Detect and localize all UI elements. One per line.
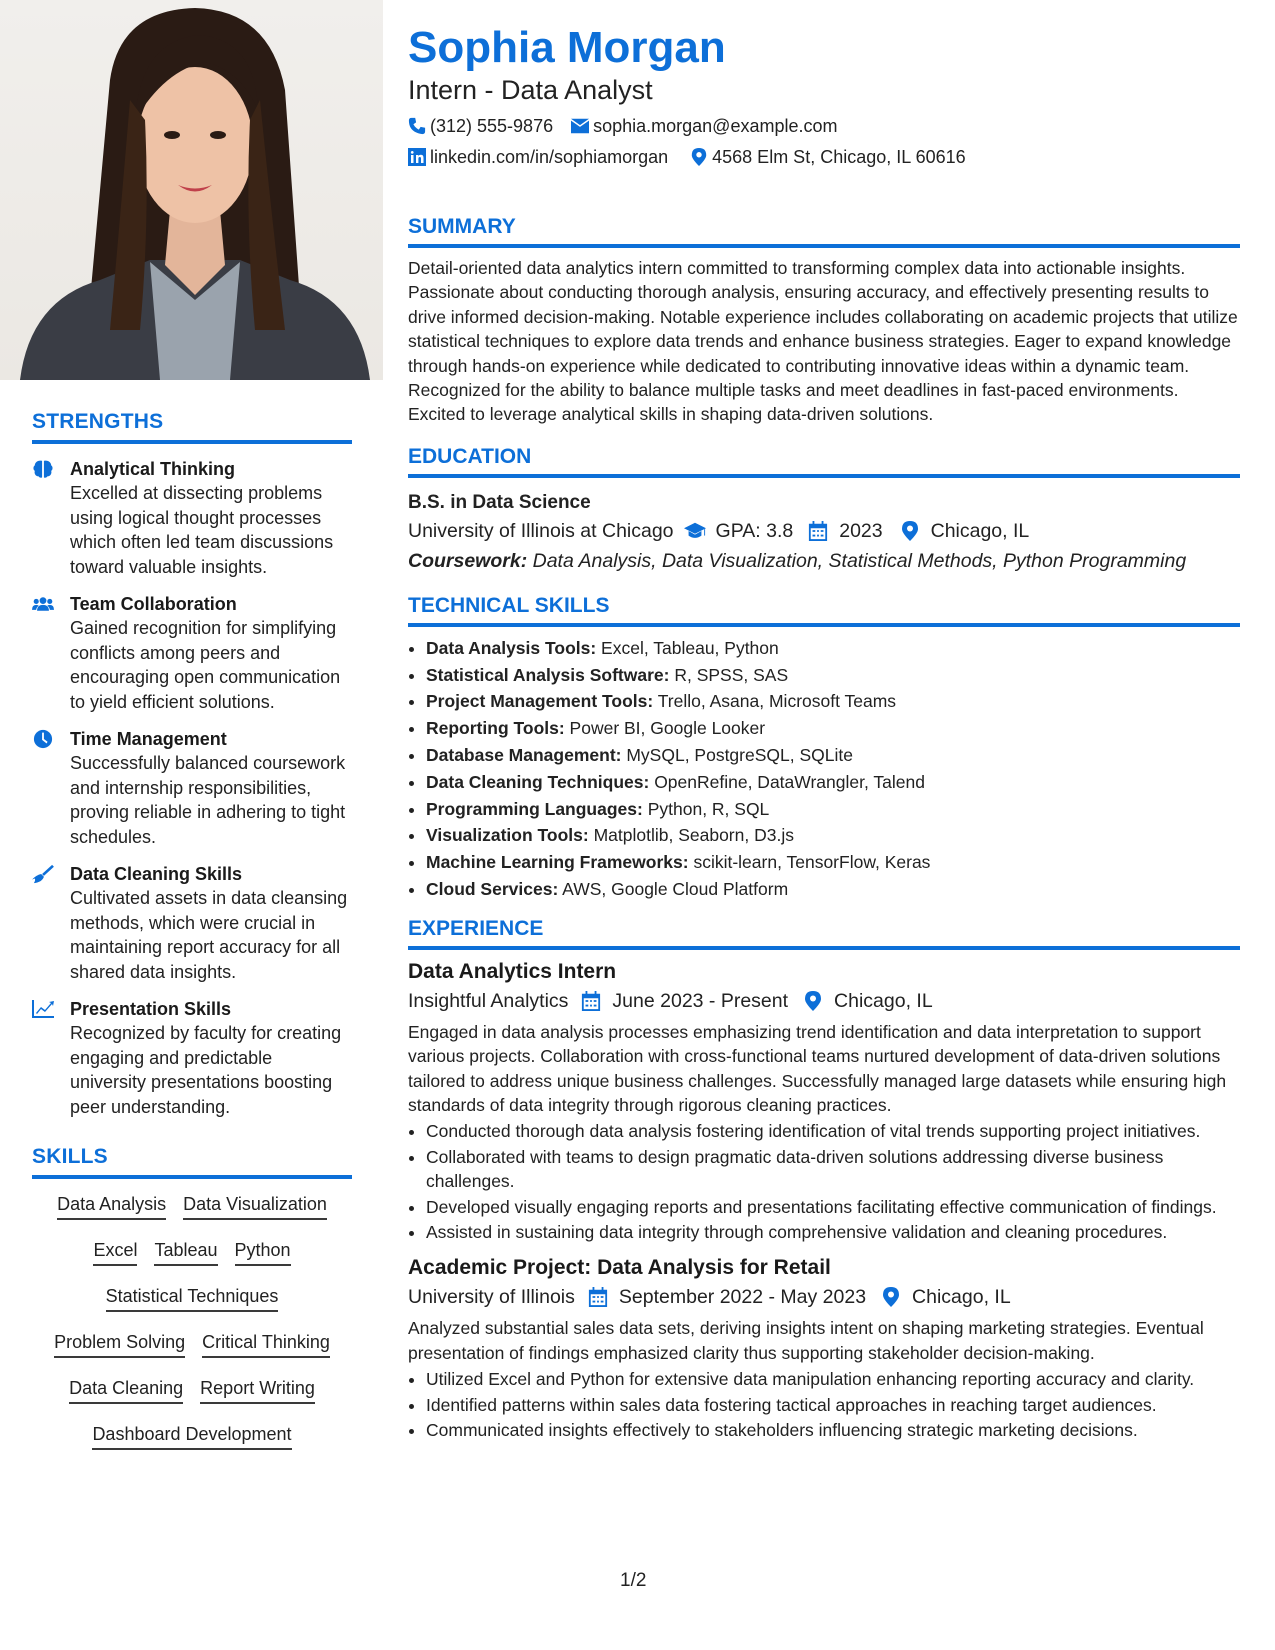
education-meta (408, 516, 1240, 546)
strength-desc: Gained recognition for simplifying conflicts among peers and encouraging open communication to yield efficient solutions. (70, 618, 341, 712)
strengths-heading: STRENGTHS (32, 410, 352, 444)
strength-title: Data Cleaning Skills (70, 864, 243, 884)
strength-item (32, 997, 352, 1119)
experience-heading: EXPERIENCE (408, 917, 1240, 950)
list-item: • Utilized Excel and Python for extensive data manipulation enhancing reporting accuracy and clarity. (426, 1367, 1240, 1391)
skill-tag: Python (235, 1239, 291, 1266)
skill-label: Cloud Services: (426, 879, 559, 900)
skill-label: Visualization Tools: (426, 825, 589, 846)
strength-desc: Cultivated assets in data cleansing methods, which were crucial in maintaining report accuracy for all shared data insights. (70, 888, 348, 982)
coursework (408, 546, 1240, 576)
list-item (426, 769, 1240, 796)
summary-text: Detail-oriented data analytics intern committed to transforming complex data into actionable insights. Passionate about conducting thorough analysis, ensuring accuracy, and effectively presenting results to drive informed decision-making. Notable experience includes collaborating on academic projects that utilize statistical techniques to explore data trends and enhance business strategies. Eager to expand knowledge through hands-on experience while dedicated to contributing innovative ideas within a dynamic team. Recognized for the ability to balance multiple tasks and meet deadlines in fast-paced environments. Excited to leverage analytical skills in shaping data-driven solutions. (408, 258, 1238, 425)
graduation-year: 2023 (839, 519, 883, 542)
school-name: University of Illinois at Chicago (408, 519, 674, 542)
left-column (0, 0, 383, 1650)
skill-label: Project Management Tools: (426, 691, 654, 712)
users-icon (32, 594, 54, 614)
calendar-icon (580, 991, 602, 1011)
experience-section (408, 917, 1240, 1443)
graduation-cap-icon (684, 521, 706, 541)
map-pin-icon (899, 521, 921, 541)
skill-tag: Tableau (154, 1239, 217, 1266)
skill-tag: Critical Thinking (202, 1331, 330, 1358)
linkedin-contact[interactable] (408, 145, 668, 169)
strength-item (32, 457, 352, 579)
job-dates: June 2023 - Present (612, 989, 789, 1012)
education-location: Chicago, IL (930, 519, 1030, 542)
chart-line-icon (32, 999, 54, 1019)
job-summary: Engaged in data analysis processes emphasizing trend identification and data interpretation to support various projects. Collaboration with cross-functional teams nurtured development of data-driven solutions tailored to address unique business challenges. Successfully managed large datasets while ensuring high standards of data integrity through rigorous cleaning practices. (408, 1021, 1227, 1116)
degree: B.S. in Data Science (408, 491, 591, 513)
strength-title: Time Management (70, 729, 227, 749)
profile-photo (0, 0, 383, 380)
coursework-list: Data Analysis, Data Visualization, Statistical Methods, Python Programming (527, 549, 1187, 572)
list-item (426, 688, 1240, 715)
summary-section (408, 215, 1240, 427)
summary-heading: SUMMARY (408, 215, 1240, 248)
list-item (426, 662, 1240, 689)
skill-value: R, SPSS, SAS (669, 664, 789, 685)
strength-desc: Excelled at dissecting problems using logical thought processes which often led team discussions toward valuable insights. (70, 483, 334, 577)
job-meta (408, 986, 1240, 1016)
list-item: • Conducted thorough data analysis fostering identification of vital trends supporting project initiatives. (426, 1119, 1240, 1143)
job-location: Chicago, IL (912, 1286, 1011, 1309)
job-title: Data Analytics Intern (408, 959, 617, 983)
skill-value: Python, R, SQL (642, 798, 770, 819)
right-column (408, 22, 1240, 1444)
technical-skills-section (408, 594, 1240, 903)
skill-tag: Problem Solving (54, 1331, 185, 1358)
map-pin-icon (880, 1287, 902, 1307)
list-item (426, 796, 1240, 823)
job-location: Chicago, IL (834, 989, 933, 1012)
company-name: University of Illinois (408, 1286, 575, 1309)
job-summary: Analyzed substantial sales data sets, deriving insights intent on shaping marketing strategies. Eventual presentation of findings emphasized clarity thus supporting stakeholder decision-making. (408, 1318, 1204, 1363)
list-item: • Assisted in sustaining data integrity through comprehensive validation and cleaning procedures. (426, 1220, 1240, 1244)
education-section (408, 445, 1240, 576)
skill-label: Database Management: (426, 745, 622, 766)
list-item: • Collaborated with teams to design pragmatic data-driven solutions addressing diverse business challenges. (426, 1145, 1240, 1194)
job-title: Academic Project: Data Analysis for Retail (408, 1256, 831, 1280)
brain-icon (32, 459, 54, 479)
list-item (426, 635, 1240, 662)
strength-item (32, 727, 352, 849)
skill-value: AWS, Google Cloud Platform (558, 879, 789, 900)
candidate-name: Sophia Morgan (408, 23, 726, 72)
job-entry (408, 1254, 1240, 1442)
address-text: 4568 Elm St, Chicago, IL 60616 (712, 147, 966, 167)
list-item (426, 822, 1240, 849)
skill-label: Machine Learning Frameworks: (426, 852, 689, 873)
phone-contact[interactable] (408, 114, 553, 138)
candidate-role: Intern - Data Analyst (408, 75, 653, 105)
skills-heading: SKILLS (32, 1145, 352, 1179)
skill-value: MySQL, PostgreSQL, SQLite (621, 745, 853, 766)
strength-title: Analytical Thinking (70, 459, 236, 479)
portrait-illustration (0, 0, 383, 380)
job-entry (408, 958, 1240, 1245)
skill-value: Matplotlib, Seaborn, D3.js (588, 825, 794, 846)
job-meta (408, 1282, 1240, 1312)
calendar-icon (807, 521, 829, 541)
skill-tag: Excel (93, 1239, 137, 1266)
list-item: • Identified patterns within sales data fostering tactical approaches in reaching target audiences. (426, 1393, 1240, 1417)
strength-item (32, 592, 352, 714)
list-item: • Communicated insights effectively to stakeholders influencing strategic marketing decisions. (426, 1418, 1240, 1442)
skill-tag: Dashboard Development (92, 1423, 291, 1450)
linkedin-icon (408, 148, 426, 166)
calendar-icon (587, 1287, 609, 1307)
contact-row (408, 114, 1240, 138)
address-contact (690, 145, 966, 169)
strength-title: Team Collaboration (70, 594, 237, 614)
education-heading: EDUCATION (408, 445, 1240, 478)
page-number: 1/2 (620, 1570, 647, 1591)
job-dates: September 2022 - May 2023 (618, 1286, 867, 1309)
list-item (426, 849, 1240, 876)
strength-item (32, 862, 352, 984)
skill-label: Statistical Analysis Software: (426, 664, 670, 685)
list-item (426, 715, 1240, 742)
skills-list (32, 1193, 352, 1450)
skill-label: Reporting Tools: (426, 718, 565, 739)
company-name: Insightful Analytics (408, 989, 569, 1012)
technical-skills-list (408, 635, 1240, 903)
list-item (426, 876, 1240, 903)
strength-desc: Recognized by faculty for creating engaging and predictable university presentations boosting peer understanding. (70, 1023, 342, 1117)
email-contact[interactable] (571, 114, 837, 138)
gpa: GPA: 3.8 (715, 519, 794, 542)
skill-tag: Statistical Techniques (106, 1285, 279, 1312)
job-bullets (408, 1119, 1240, 1244)
envelope-icon (571, 117, 589, 135)
skill-label: Data Analysis Tools: (426, 637, 597, 658)
map-pin-icon (802, 991, 824, 1011)
coursework-label: Coursework: (408, 549, 528, 572)
strength-desc: Successfully balanced coursework and internship responsibilities, proving reliable in adhering to tight schedules. (70, 753, 346, 847)
phone-icon (408, 117, 426, 135)
job-bullets (408, 1367, 1240, 1442)
skill-label: Data Cleaning Techniques: (426, 771, 650, 792)
skill-tag: Report Writing (200, 1377, 315, 1404)
technical-skills-heading: TECHNICAL SKILLS (408, 594, 1240, 627)
phone-text: (312) 555-9876 (430, 116, 554, 136)
skill-value: OpenRefine, DataWrangler, Talend (649, 771, 925, 792)
strength-title: Presentation Skills (70, 999, 232, 1019)
clock-icon (32, 729, 54, 749)
skill-tag: Data Visualization (183, 1193, 327, 1220)
skill-tag: Data Analysis (57, 1193, 166, 1220)
skill-value: Trello, Asana, Microsoft Teams (653, 691, 897, 712)
skill-value: Excel, Tableau, Python (596, 637, 779, 658)
skill-tag: Data Cleaning (69, 1377, 183, 1404)
list-item (426, 742, 1240, 769)
map-pin-icon (690, 148, 708, 166)
skill-label: Programming Languages: (426, 798, 643, 819)
email-text: sophia.morgan@example.com (593, 116, 838, 136)
skill-value: Power BI, Google Looker (564, 718, 766, 739)
linkedin-text: linkedin.com/in/sophiamorgan (430, 147, 669, 167)
list-item: • Developed visually engaging reports and presentations facilitating effective communication of findings. (426, 1195, 1240, 1219)
contact-row (408, 145, 1240, 169)
skill-value: scikit-learn, TensorFlow, Keras (688, 852, 931, 873)
broom-icon (32, 864, 54, 884)
